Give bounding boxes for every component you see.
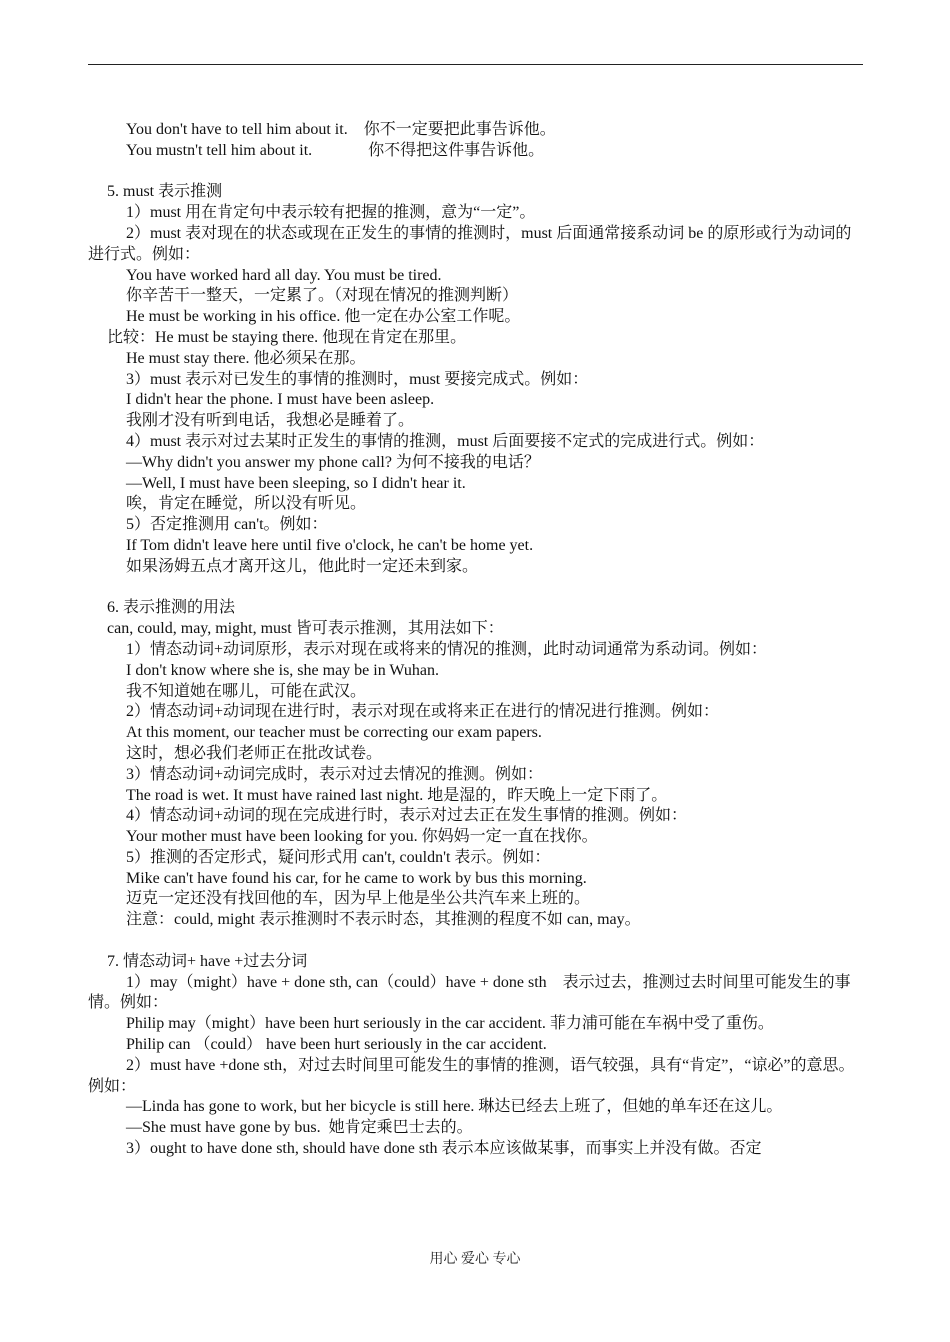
text-line: 1）must 用在肯定句中表示较有把握的推测，意为“一定”。	[126, 204, 536, 222]
text-line: —Why didn't you answer my phone call? 为何不接我的电话？	[126, 453, 540, 471]
text-line: 3）情态动词+动词完成时，表示对过去情况的推测。例如：	[126, 765, 544, 783]
section-5	[88, 182, 864, 577]
text-line: Your mother must have been looking for you. 你妈妈一定一直在找你。	[126, 828, 598, 846]
section-6-lines	[88, 619, 864, 931]
text-line: —Well, I must have been sleeping, so I didn't hear it.	[126, 474, 466, 492]
text-line: 3）ought to have done sth, should have done sth 表示本应该做某事，而事实上并没有做。否定	[126, 1140, 762, 1158]
text-line: 4）must 表示对过去某时正发生的事情的推测，must 后面要接不定式的完成进行式。例如：	[126, 432, 765, 450]
text-line: 3）must 表示对已发生的事情的推测时，must 要接完成式。例如：	[126, 370, 589, 388]
text-line: 我刚才没有听到电话，我想必是睡着了。	[126, 412, 415, 430]
text-line: 5）推测的否定形式，疑问形式用 can't, couldn't 表示。例如：	[126, 848, 551, 866]
text-line: 1）情态动词+动词原形，表示对现在或将来的情况的推测，此时动词通常为系动词。例如：	[126, 640, 768, 658]
text-line: Mike can't have found his car, for he came to work by bus this morning.	[126, 869, 587, 887]
section-heading: 7. 情态动词+ have +过去分词	[107, 952, 308, 970]
example-line: You don't have to tell him about it. 你不一定要把此事告诉他。	[126, 121, 556, 138]
text-line: 你辛苦干一整天，一定累了。（对现在情况的推测判断）	[126, 287, 519, 305]
section-6	[88, 598, 864, 931]
text-line: The road is wet. It must have rained last night. 地是湿的，昨天晚上一定下雨了。	[126, 786, 668, 804]
text-line: 唉，肯定在睡觉，所以没有听见。	[126, 495, 367, 513]
section-7	[88, 952, 864, 1160]
text-line: 2）must have +done sth，对过去时间里可能发生的事情的推测，语气较强，具有“肯定”，“谅必”的意思。例如：	[88, 1056, 855, 1095]
section-heading: 6. 表示推测的用法	[107, 599, 236, 617]
header-rule	[88, 64, 863, 65]
text-line: —Linda has gone to work, but her bicycle is still here. 琳达已经去上班了，但她的单车还在这儿。	[126, 1098, 783, 1116]
text-line: I didn't hear the phone. I must have been asleep.	[126, 391, 435, 409]
text-line: He must be working in his office. 他一定在办公室工作呢。	[126, 308, 521, 326]
section-heading: 5. must 表示推测	[107, 183, 223, 201]
text-line: 我不知道她在哪儿，可能在武汉。	[126, 682, 367, 700]
text-line: 迈克一定还没有找回他的车，因为早上他是坐公共汽车来上班的。	[126, 890, 591, 908]
text-line: At this moment, our teacher must be correcting our exam papers.	[126, 724, 542, 742]
intro-block	[88, 120, 864, 162]
text-line: 比较：He must be staying there. 他现在肯定在那里。	[107, 328, 467, 346]
section-7-lines	[88, 973, 864, 1160]
example-line: You mustn't tell him about it. 你不得把这件事告诉他。	[126, 141, 545, 159]
text-line: can, could, may, might, must 皆可表示推测，其用法如下：	[107, 620, 504, 638]
document-body	[88, 120, 864, 1160]
text-line: —She must have gone by bus. 她肯定乘巴士去的。	[126, 1119, 473, 1137]
text-line: 2）must 表对现在的状态或现在正发生的事情的推测时，must 后面通常接系动词 be 的原形或行为动词的进行式。例如：	[88, 224, 852, 263]
text-line: 4）情态动词+动词的现在完成进行时，表示对过去正在发生事情的推测。例如：	[126, 807, 688, 825]
text-line: You have worked hard all day. You must be tired.	[126, 266, 442, 284]
text-line: I don't know where she is, she may be in Wuhan.	[126, 661, 439, 679]
text-line: 2）情态动词+动词现在进行时，表示对现在或将来正在进行的情况进行推测。例如：	[126, 703, 720, 721]
section-5-lines	[88, 203, 864, 577]
text-line: Philip can （could） have been hurt seriously in the car accident.	[126, 1036, 547, 1054]
text-line: 如果汤姆五点才离开这儿，他此时一定还未到家。	[126, 557, 479, 575]
text-line: He must stay there. 他必须呆在那。	[126, 349, 366, 367]
text-line: Philip may（might）have been hurt seriously in the car accident. 菲力浦可能在车祸中受了重伤。	[126, 1015, 774, 1033]
text-line: 这时，想必我们老师正在批改试卷。	[126, 744, 383, 762]
text-line: 1）may（might）have + done sth, can（could）have + done sth 表示过去，推测过去时间里可能发生的事情。例如：	[88, 973, 851, 1012]
page-footer: 用心 爱心 专心	[429, 1252, 521, 1267]
text-line: 注意：could, might 表示推测时不表示时态，其推测的程度不如 can, may。	[126, 911, 641, 929]
text-line: If Tom didn't leave here until five o'clock, he can't be home yet.	[126, 536, 534, 554]
text-line: 5）否定推测用 can't。例如：	[126, 516, 328, 534]
